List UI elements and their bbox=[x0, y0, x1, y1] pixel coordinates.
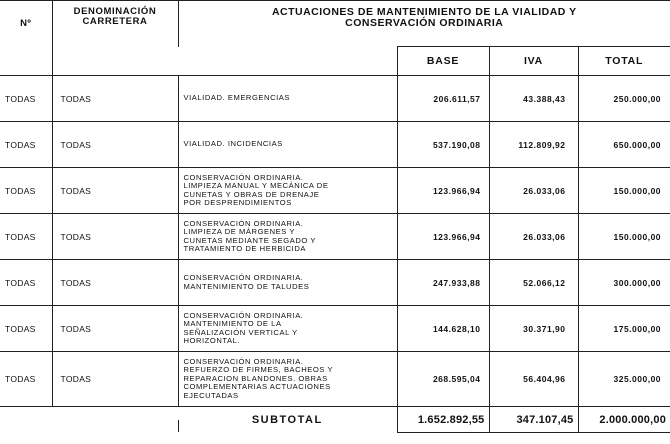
row-actuacion-line: SEÑALIZACIÓN VERTICAL Y bbox=[183, 327, 298, 337]
row-actuacion bbox=[178, 260, 397, 306]
header-col-iva: IVA bbox=[489, 47, 578, 76]
row-actuacion-line: TRATAMIENTO DE HERBICIDA bbox=[183, 243, 306, 253]
row-actuacion-line: CUNETAS MEDIANTE SEGADO Y bbox=[183, 235, 316, 245]
row-actuacion-line: REPARACION BLANDONES. OBRAS bbox=[183, 373, 328, 383]
row-base: 537.190,08 bbox=[397, 122, 489, 168]
header-no-cont bbox=[0, 47, 52, 76]
row-actuacion-line: VIALIDAD. EMERGENCIAS bbox=[183, 93, 290, 103]
row-base: 247.933,88 bbox=[397, 260, 489, 306]
row-denominacion: TODAS bbox=[52, 306, 178, 352]
row-actuacion-line: EJECUTADAS bbox=[183, 390, 239, 400]
row-actuacion bbox=[178, 214, 397, 260]
row-actuacion-line: CONSERVACIÓN ORDINARIA. bbox=[183, 172, 304, 182]
row-total: 325.000,00 bbox=[578, 352, 670, 407]
row-actuacion bbox=[178, 306, 397, 352]
header-col-base: BASE bbox=[397, 47, 489, 76]
row-iva: 52.066,12 bbox=[489, 260, 578, 306]
subtotal-row bbox=[0, 407, 670, 433]
header-denominacion-cont bbox=[52, 47, 178, 76]
row-actuacion bbox=[178, 122, 397, 168]
row-actuacion-line: MANTENIMIENTO DE TALUDES bbox=[183, 281, 310, 291]
row-actuacion-line: COMPLEMENTARIAS ACTUACIONES bbox=[183, 382, 331, 392]
row-no: TODAS bbox=[0, 122, 52, 168]
header-no bbox=[0, 1, 52, 47]
header-row-titles bbox=[0, 1, 670, 47]
row-actuacion-line: REFUERZO DE FIRMES, BACHEOS Y bbox=[183, 365, 334, 375]
row-denominacion: TODAS bbox=[52, 168, 178, 214]
row-actuacion-line: CONSERVACIÓN ORDINARIA. bbox=[183, 310, 304, 320]
row-total: 650.000,00 bbox=[578, 122, 670, 168]
row-iva: 43.388,43 bbox=[489, 76, 578, 122]
row-no: TODAS bbox=[0, 306, 52, 352]
row-base: 206.611,57 bbox=[397, 76, 489, 122]
row-total: 175.000,00 bbox=[578, 306, 670, 352]
row-no: TODAS bbox=[0, 214, 52, 260]
row-no: TODAS bbox=[0, 260, 52, 306]
row-actuacion bbox=[178, 168, 397, 214]
header-denominacion-line1: DENOMINACIÓN bbox=[73, 6, 157, 17]
row-iva: 112.809,92 bbox=[489, 122, 578, 168]
header-denominacion-line2: CARRETERA bbox=[82, 16, 148, 27]
row-denominacion: TODAS bbox=[52, 352, 178, 407]
row-iva: 26.033,06 bbox=[489, 168, 578, 214]
row-iva: 56.404,96 bbox=[489, 352, 578, 407]
row-actuacion-line: LIMPIEZA MANUAL Y MECÁNICA DE bbox=[183, 181, 329, 191]
row-total: 300.000,00 bbox=[578, 260, 670, 306]
header-title-cont bbox=[178, 47, 397, 76]
table-row bbox=[0, 168, 670, 214]
row-iva: 30.371,90 bbox=[489, 306, 578, 352]
row-base: 268.595,04 bbox=[397, 352, 489, 407]
row-denominacion: TODAS bbox=[52, 260, 178, 306]
subtotal-iva: 347.107,45 bbox=[489, 407, 578, 433]
row-actuacion bbox=[178, 352, 397, 407]
table-row bbox=[0, 306, 670, 352]
row-actuacion bbox=[178, 76, 397, 122]
row-no: TODAS bbox=[0, 352, 52, 407]
subtotal-total: 2.000.000,00 bbox=[578, 407, 670, 433]
row-total: 250.000,00 bbox=[578, 76, 670, 122]
table-row bbox=[0, 76, 670, 122]
row-denominacion: TODAS bbox=[52, 214, 178, 260]
row-actuacion-line: HORIZONTAL. bbox=[183, 335, 241, 345]
row-iva: 26.033,06 bbox=[489, 214, 578, 260]
subtotal-base: 1.652.892,55 bbox=[397, 407, 489, 433]
row-base: 123.966,94 bbox=[397, 168, 489, 214]
header-row-columns bbox=[0, 47, 670, 76]
row-no: TODAS bbox=[0, 76, 52, 122]
table-row bbox=[0, 260, 670, 306]
row-actuacion-line: CUNETAS Y OBRAS DE DRENAJE bbox=[183, 189, 320, 199]
row-total: 150.000,00 bbox=[578, 214, 670, 260]
subtotal-blank-den bbox=[52, 407, 178, 433]
header-col-total: TOTAL bbox=[578, 47, 670, 76]
row-actuacion-line: VIALIDAD. INCIDENCIAS bbox=[183, 139, 283, 149]
row-actuacion-line: LIMPIEZA DE MÁRGENES Y bbox=[183, 227, 296, 237]
header-title bbox=[178, 1, 670, 47]
header-denominacion bbox=[52, 1, 178, 47]
row-actuacion-line: CONSERVACIÓN ORDINARIA. bbox=[183, 356, 304, 366]
row-no: TODAS bbox=[0, 168, 52, 214]
row-base: 144.628,10 bbox=[397, 306, 489, 352]
table-row bbox=[0, 214, 670, 260]
subtotal-separator-line bbox=[178, 420, 179, 432]
row-actuacion-line: MANTENIMIENTO DE LA bbox=[183, 319, 282, 329]
table-row bbox=[0, 352, 670, 407]
header-no-label: Nº bbox=[20, 18, 32, 30]
header-title-line1: ACTUACIONES DE MANTENIMIENTO DE LA VIALIDAD Y bbox=[271, 6, 577, 18]
row-total: 150.000,00 bbox=[578, 168, 670, 214]
header-title-line2: CONSERVACIÓN ORDINARIA bbox=[345, 17, 504, 29]
subtotal-blank-no bbox=[0, 407, 52, 433]
row-actuacion-line: CONSERVACIÓN ORDINARIA. bbox=[183, 273, 304, 283]
row-actuacion-line: POR DESPRENDIMIENTOS bbox=[183, 197, 292, 207]
row-actuacion-line: CONSERVACIÓN ORDINARIA. bbox=[183, 218, 304, 228]
subtotal-label: SUBTOTAL bbox=[251, 413, 323, 426]
row-denominacion: TODAS bbox=[52, 76, 178, 122]
row-denominacion: TODAS bbox=[52, 122, 178, 168]
table-row bbox=[0, 122, 670, 168]
row-base: 123.966,94 bbox=[397, 214, 489, 260]
